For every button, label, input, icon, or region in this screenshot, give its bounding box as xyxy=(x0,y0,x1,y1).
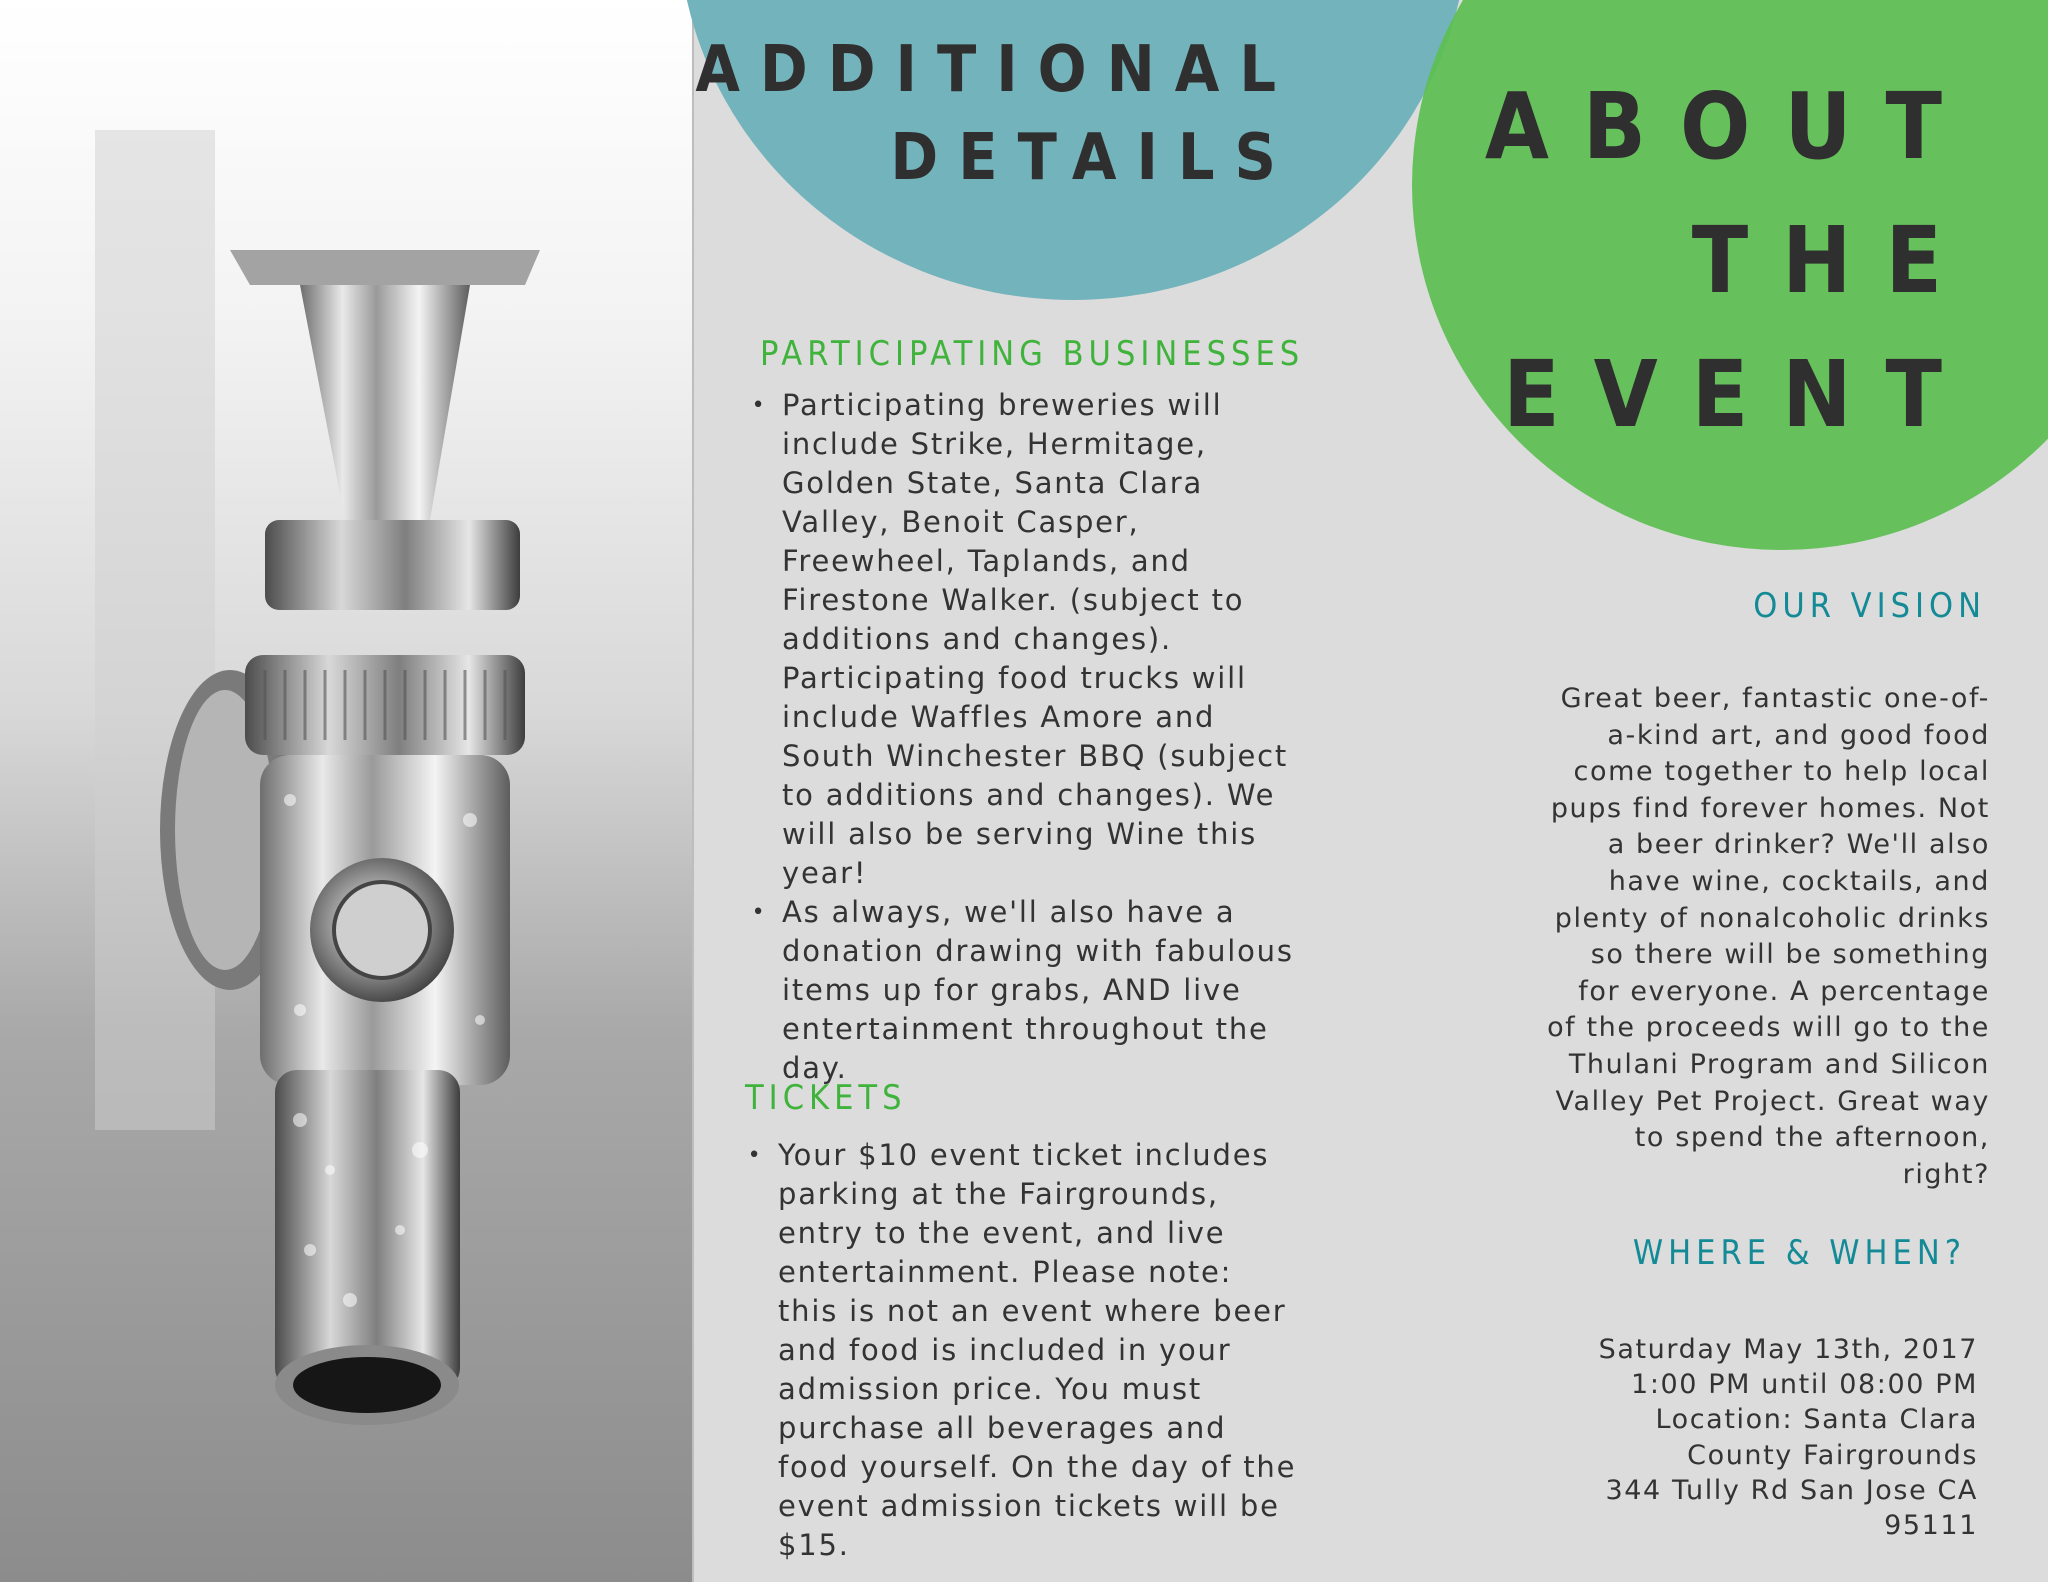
bullet-icon: • xyxy=(747,1143,763,1168)
participating-list xyxy=(751,386,1302,1088)
tickets-heading: TICKETS xyxy=(745,1078,907,1118)
participating-item-text: Participating breweries will include Strike, Hermitage, Golden State, Santa Clara Valley, Benoit Casper, Freewheel, Taplands, and Firestone Walker. (subject to additions and changes). Participating food trucks will include Waffles Amore and South Winchester BBQ (subject to additions and changes). We will also be serving Wine this year! xyxy=(782,388,1289,890)
our-vision-heading: OUR VISION xyxy=(1753,586,1986,626)
event-location-line2: County Fairgrounds xyxy=(1687,1439,1978,1471)
beer-tap-image xyxy=(0,0,692,1582)
tickets-item-text: Your $10 event ticket includes parking at the Fairgrounds, entry to the event, and live entertainment. Please note: this is not an event where beer and food is included in your admission price. You must purchase all beverages and food yourself. On the day of the event admission tickets will be $15. xyxy=(778,1138,1297,1562)
list-item xyxy=(747,1136,1302,1565)
tickets-list xyxy=(747,1136,1302,1565)
event-address-line2: 95111 xyxy=(1884,1510,1978,1542)
about-title-line1: ABOUT xyxy=(1484,73,1976,180)
participating-businesses-heading: PARTICIPATING BUSINESSES xyxy=(760,334,1305,374)
participating-item-text: As always, we'll also have a donation drawing with fabulous items up for grabs, AND live entertainment throughout the day. xyxy=(782,895,1294,1085)
panel-divider xyxy=(692,0,694,1582)
about-the-event-title xyxy=(1485,60,1976,462)
vision-text: Great beer, fantastic one-of-a-kind art, and good food come together to help local pups find forever homes. Not a beer drinker? We'll also have wine, cocktails, and plenty of nonalcoholic drinks so there will be something for everyone. A percentage of the proceeds will go to the Thulani Program and Silicon Valley Pet Project. Great way to spend the afternoon, right? xyxy=(1547,683,1990,1190)
about-title-line2: THE xyxy=(1691,207,1976,314)
event-time: 1:00 PM until 08:00 PM xyxy=(1631,1369,1978,1401)
where-when-heading: WHERE & WHEN? xyxy=(1632,1233,1966,1273)
additional-title-line2: DETAILS xyxy=(890,121,1296,195)
event-location-line1: Location: Santa Clara xyxy=(1655,1404,1978,1436)
additional-title-line1: ADDITIONAL xyxy=(695,33,1296,107)
list-item xyxy=(751,893,1302,1088)
bullet-icon: • xyxy=(751,900,767,925)
list-item xyxy=(751,386,1302,893)
event-date: Saturday May 13th, 2017 xyxy=(1598,1334,1978,1365)
where-when-details xyxy=(1599,1332,1978,1543)
additional-details-title xyxy=(695,26,1296,202)
bullet-icon: • xyxy=(751,393,767,418)
beer-tap-photo xyxy=(0,0,692,1582)
about-title-line3: EVENT xyxy=(1503,341,1976,448)
event-address-line1: 344 Tully Rd San Jose CA xyxy=(1605,1474,1978,1506)
